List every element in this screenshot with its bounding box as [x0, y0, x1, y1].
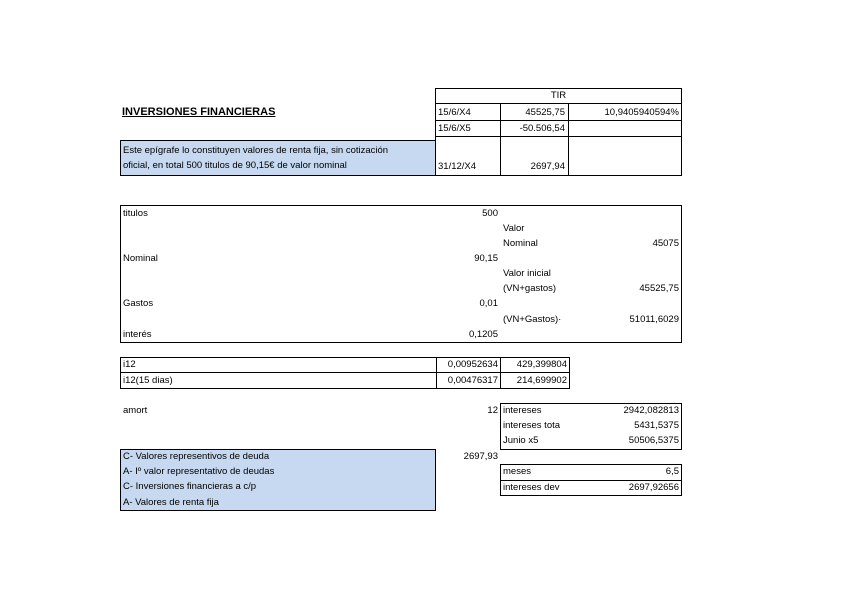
tir-rate: 10,9405940594% — [604, 107, 679, 118]
titulos-label: titulos — [123, 208, 148, 219]
amort-label: amort — [123, 405, 148, 416]
gastos-value: 0,01 — [479, 298, 498, 309]
i12-rate: 0,00952634 — [447, 359, 498, 370]
vi-label-1: Valor inicial — [503, 268, 551, 279]
tir-amount-1: 45525,75 — [525, 107, 565, 118]
vn-label-2: Nominal — [503, 238, 538, 249]
balance-line-1: C- Valores representivos de deuda — [123, 451, 270, 462]
gastos-label: Gastos — [123, 298, 154, 309]
description-line-1: Este epígrafe lo constituyen valores de renta fija, sin cotización — [123, 145, 389, 156]
i12-label: i12 — [123, 359, 136, 370]
meses-value: 6,5 — [665, 466, 679, 477]
interes-label: interés — [123, 329, 152, 340]
tir-date-1: 15/6/X4 — [438, 107, 471, 118]
vi-value: 45525,75 — [639, 283, 679, 294]
junio-label: Junio x5 — [503, 435, 539, 446]
vg-label: (VN+Gastos)· — [503, 314, 562, 325]
amort-value: 12 — [487, 405, 498, 416]
balance-value: 2697,93 — [463, 451, 498, 462]
vi-label-2: (VN+gastos) — [503, 283, 557, 294]
i12-15-rate: 0,00476317 — [447, 375, 498, 386]
tir-date-2: 15/6/X5 — [438, 123, 471, 134]
balance-line-3: C- Inversiones financieras a c/p — [123, 481, 257, 492]
i12-amount: 429,399804 — [516, 359, 567, 370]
tir-amount-3: 2697,94 — [530, 161, 565, 172]
tir-date-3: 31/12/X4 — [438, 161, 477, 172]
titulos-value: 500 — [482, 208, 498, 219]
intereses-tot-value: 5431,5375 — [634, 420, 679, 431]
balance-line-4: A- Valores de renta fija — [123, 497, 219, 508]
vg-value: 51011,6029 — [629, 314, 679, 325]
nominal-value: 90,15 — [474, 253, 498, 264]
tir-amount-2: -50.506,54 — [519, 123, 565, 134]
balance-line-2: A- Iº valor representativo de deudas — [123, 466, 275, 477]
dev-value: 2697,92656 — [628, 482, 679, 493]
vn-label-1: Valor — [503, 223, 525, 234]
meses-label: meses — [503, 466, 531, 477]
tir-header: TIR — [550, 90, 567, 101]
description-line-2: oficial, en total 500 titulos de 90,15€ de valor nominal — [123, 160, 347, 171]
i12-15-amount: 214,699902 — [516, 375, 567, 386]
interes-value: 0,1205 — [468, 329, 498, 340]
junio-value: 50506,5375 — [628, 435, 679, 446]
i12-15-label: i12(15 dias) — [123, 375, 173, 386]
vn-value: 45075 — [652, 238, 679, 249]
intereses-value: 2942,082813 — [623, 405, 679, 416]
page-title: INVERSIONES FINANCIERAS — [122, 106, 276, 118]
intereses-tot-label: intereses tota — [503, 420, 561, 431]
nominal-label: Nominal — [123, 253, 158, 264]
intereses-label: intereses — [503, 405, 542, 416]
dev-label: intereses dev — [503, 482, 560, 493]
